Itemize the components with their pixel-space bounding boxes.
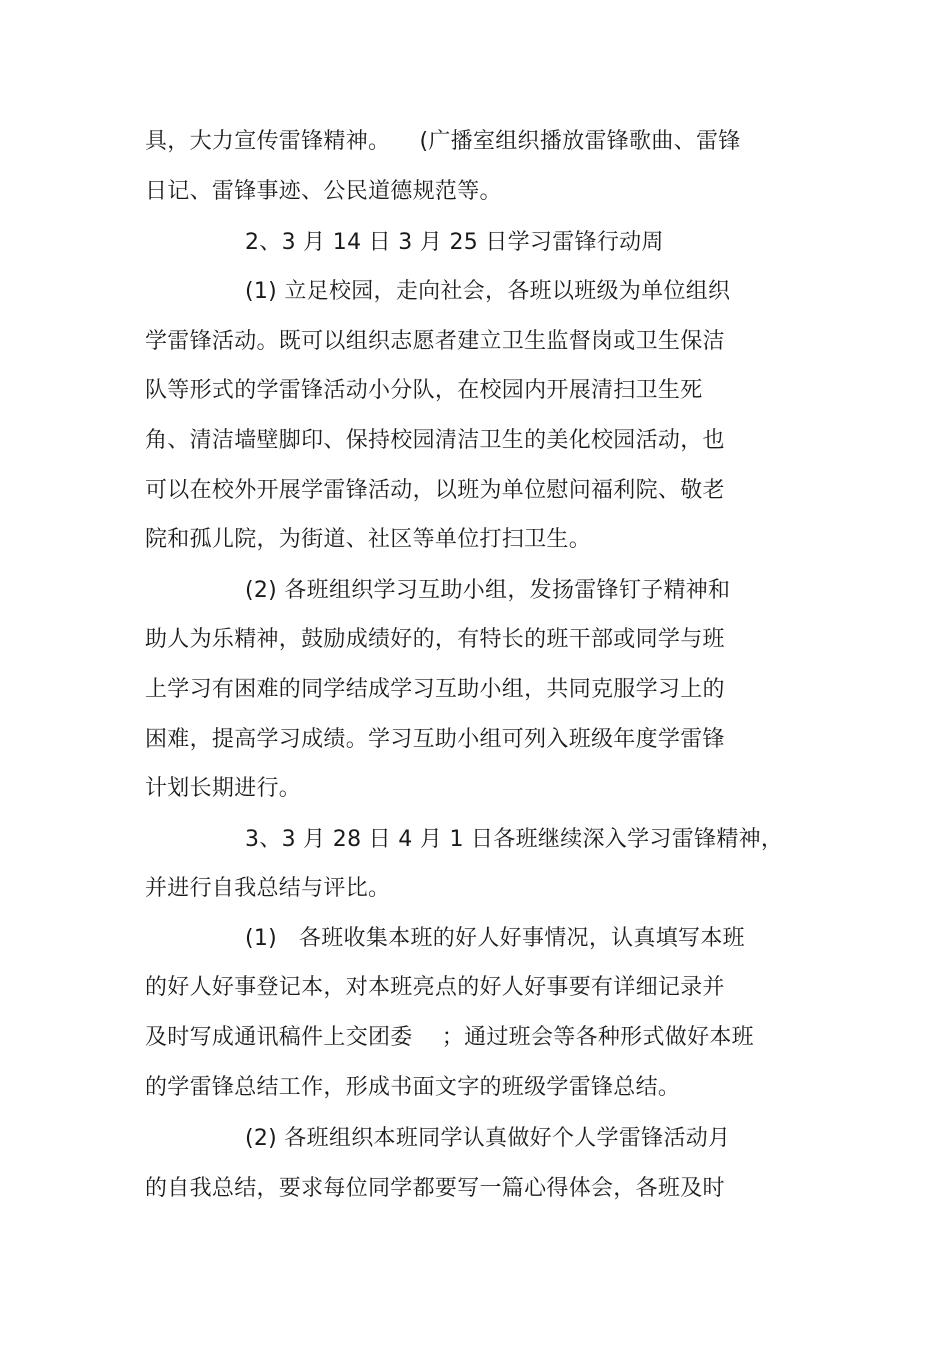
text-line: 具，大力宣传雷锋精神。 (广播室组织播放雷锋歌曲、雷锋 bbox=[145, 129, 741, 154]
text-line: 困难，提高学习成绩。学习互助小组可列入班级年度学雷锋 bbox=[145, 727, 725, 752]
text-line: (1) 各班收集本班的好人好事情况，认真填写本班 bbox=[245, 926, 745, 951]
text-line: 可以在校外开展学雷锋活动，以班为单位慰问福利院、敬老 bbox=[145, 478, 725, 503]
text-line: 日记、雷锋事迹、公民道德规范等。 bbox=[145, 179, 502, 204]
text-line: 上学习有困难的同学结成学习互助小组，共同克服学习上的 bbox=[145, 677, 725, 702]
text-line: 并进行自我总结与评比。 bbox=[145, 876, 391, 901]
text-line: (2) 各班组织本班同学认真做好个人学雷锋活动月 bbox=[245, 1126, 731, 1151]
text-line: 队等形式的学雷锋活动小分队，在校园内开展清扫卫生死 bbox=[145, 378, 703, 403]
text-line: 学雷锋活动。既可以组织志愿者建立卫生监督岗或卫生保洁 bbox=[145, 329, 725, 354]
text-line: (1) 立足校园，走向社会，各班以班级为单位组织 bbox=[245, 279, 731, 304]
text-line: 及时写成通讯稿件上交团委 ；通过班会等各种形式做好本班 bbox=[145, 1025, 754, 1050]
text-line: 计划长期进行。 bbox=[145, 776, 302, 801]
text-line: 角、清洁墙壁脚印、保持校园清洁卫生的美化校园活动，也 bbox=[145, 428, 725, 453]
text-line: 院和孤儿院，为街道、社区等单位打扫卫生。 bbox=[145, 527, 592, 552]
section-heading: 2、3 月 14 日 3 月 25 日学习雷锋行动周 bbox=[245, 230, 664, 255]
section-heading: 3、3 月 28 日 4 月 1 日各班继续深入学习雷锋精神， bbox=[245, 827, 784, 852]
text-line: 助人为乐精神，鼓励成绩好的，有特长的班干部或同学与班 bbox=[145, 627, 725, 652]
text-line: 的好人好事登记本，对本班亮点的好人好事要有详细记录并 bbox=[145, 975, 725, 1000]
text-line: 的自我总结，要求每位同学都要写一篇心得体会，各班及时 bbox=[145, 1176, 725, 1201]
text-line: (2) 各班组织学习互助小组，发扬雷锋钉子精神和 bbox=[245, 578, 731, 603]
text-line: 的学雷锋总结工作，形成书面文字的班级学雷锋总结。 bbox=[145, 1075, 681, 1100]
